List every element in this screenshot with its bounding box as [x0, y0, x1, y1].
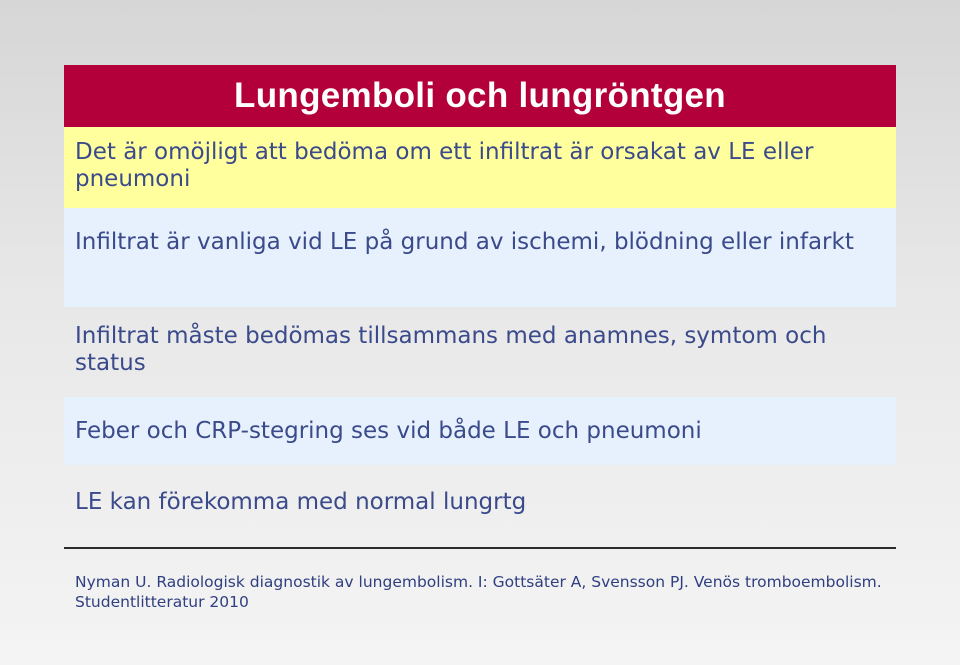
statement-row-1: Det är omöjligt att bedöma om ett infiltrat är orsakat av LE eller pneumoni	[64, 127, 896, 208]
slide-title-bar	[64, 65, 896, 127]
reference-citation: Nyman U. Radiologisk diagnostik av lungembolism. I: Gottsäter A, Svensson PJ. Venös tromboembolism. Studentlitteratur 2010	[75, 573, 882, 611]
statement-row-3: Infiltrat måste bedömas tillsammans med anamnes, symtom och status	[75, 323, 827, 376]
statement-row-4: Feber och CRP-stegring ses vid både LE och pneumoni	[64, 397, 896, 465]
reference-divider	[64, 547, 896, 549]
slide-title: Lungemboli och lungröntgen	[234, 76, 726, 115]
statement-row-5: LE kan förekomma med normal lungrtg	[75, 489, 527, 515]
statement-row-2: Infiltrat är vanliga vid LE på grund av ischemi, blödning eller infarkt	[64, 208, 896, 307]
